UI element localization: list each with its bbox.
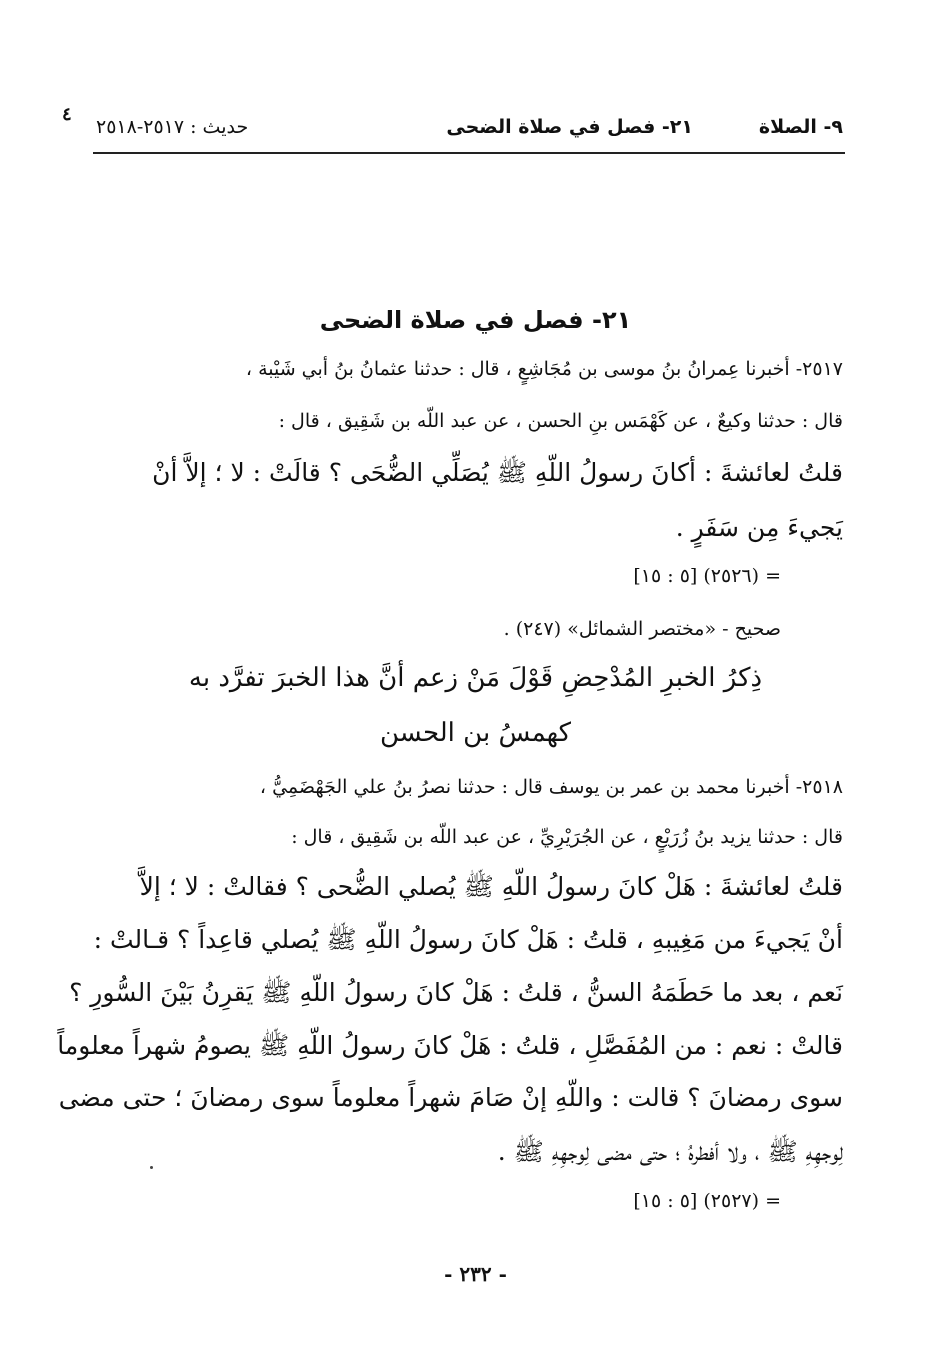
hadith-2517-reference: = (٢٥٢٦) [٥ : ١٥]: [633, 565, 781, 587]
hadith-2518-heading-line-1: ذِكرُ الخبرِ المُدْحِضِ قَوْلَ مَنْ زعم أنَّ هذا الخبرَ تفرَّد به: [188, 663, 763, 693]
hadith-2518-matn-line-6: لِوجهِهِ ﷺ ، ولا أفطرهُ ؛ حتى مضى لِوجهِهِ ﷺ .: [497, 1137, 843, 1166]
hadith-2518-matn-line-2: أنْ يَجيءَ من مَغِيبهِ ، قلتُ : هَلْ كانَ رسولُ اللّهِ ﷺ يُصلي قاعِداً ؟ قـالتْ :: [93, 925, 843, 954]
corner-mark: ٤: [62, 104, 72, 125]
hadith-2518-isnad-line-2: قال : حدثنا يزيد بنُ زُرَيْعٍ ، عن الجُرَيْرِيِّ ، عن عبد اللّه بن شَقِيق ، قال :: [291, 826, 843, 848]
header-rule: [93, 152, 845, 154]
hadith-2518-reference: = (٢٥٢٧) [٥ : ١٥]: [633, 1190, 781, 1212]
ink-speck: [150, 1166, 153, 1169]
running-header-chapter: ٩- الصلاة: [758, 116, 843, 138]
hadith-2517-matn-line-1: قلتُ لعائشةَ : أكانَ رسولُ اللّهِ ﷺ يُصَلِّي الضُّحَى ؟ قالَتْ : لا ؛ إلاَّ أنْ: [152, 458, 843, 487]
section-title: ٢١- فصل في صلاة الضحى: [319, 306, 632, 334]
running-header-section: ٢١- فصل في صلاة الضحى: [446, 116, 693, 138]
running-header-right: [446, 116, 843, 140]
hadith-2517-matn-line-2: يَجيءَ مِن سَفَرٍ .: [675, 513, 843, 542]
hadith-2518-matn-line-1: قلتُ لعائشةَ : هَلْ كانَ رسولُ اللّهِ ﷺ يُصلي الضُّحى ؟ فقالتْ : لا ؛ إلاَّ: [139, 872, 843, 901]
hadith-2518-matn-line-4: قالتْ : نعم : من المُفَصَّلِ ، قلتُ : هَلْ كانَ رسولُ اللّهِ ﷺ يصومُ شهراً معلوماً: [57, 1031, 843, 1060]
page-number: - ٢٣٢ -: [444, 1262, 507, 1286]
hadith-2517-isnad-line-1: ٢٥١٧- أخبرنا عِمرانُ بنُ موسى بن مُجَاشِعٍ ، قال : حدثنا عثمانُ بنُ أبي شَيْبة ،: [245, 358, 843, 380]
hadith-2518-matn-line-3: نَعم ، بعد ما حَطَمَهُ السنُّ ، قلتُ : هَلْ كانَ رسولُ اللّهِ ﷺ يَقرِنُ بَيْنَ السُّورِ ؟: [69, 978, 843, 1007]
running-header-hadith-range: حديث : ٢٥١٧-٢٥١٨: [96, 116, 249, 138]
hadith-2518-isnad-line-1: ٢٥١٨- أخبرنا محمد بن عمر بن يوسف قال : حدثنا نصرُ بنُ علي الجَهْضَمِيُّ ،: [259, 776, 843, 798]
hadith-2517-grade: صحيح - «مختصر الشمائل» (٢٤٧) .: [503, 618, 781, 640]
hadith-2518-matn-line-5: سوى رمضانَ ؟ قالت : واللّهِ إنْ صَامَ شهراً معلوماً سوى رمضانَ ؛ حتى مضى: [58, 1083, 843, 1112]
hadith-2518-heading-line-2: كهمسُ بن الحسن: [379, 718, 571, 748]
hadith-2517-isnad-line-2: قال : حدثنا وكيعٌ ، عن كَهْمَس بنِ الحسن ، عن عبد اللّه بن شَقِيق ، قال :: [278, 410, 843, 432]
